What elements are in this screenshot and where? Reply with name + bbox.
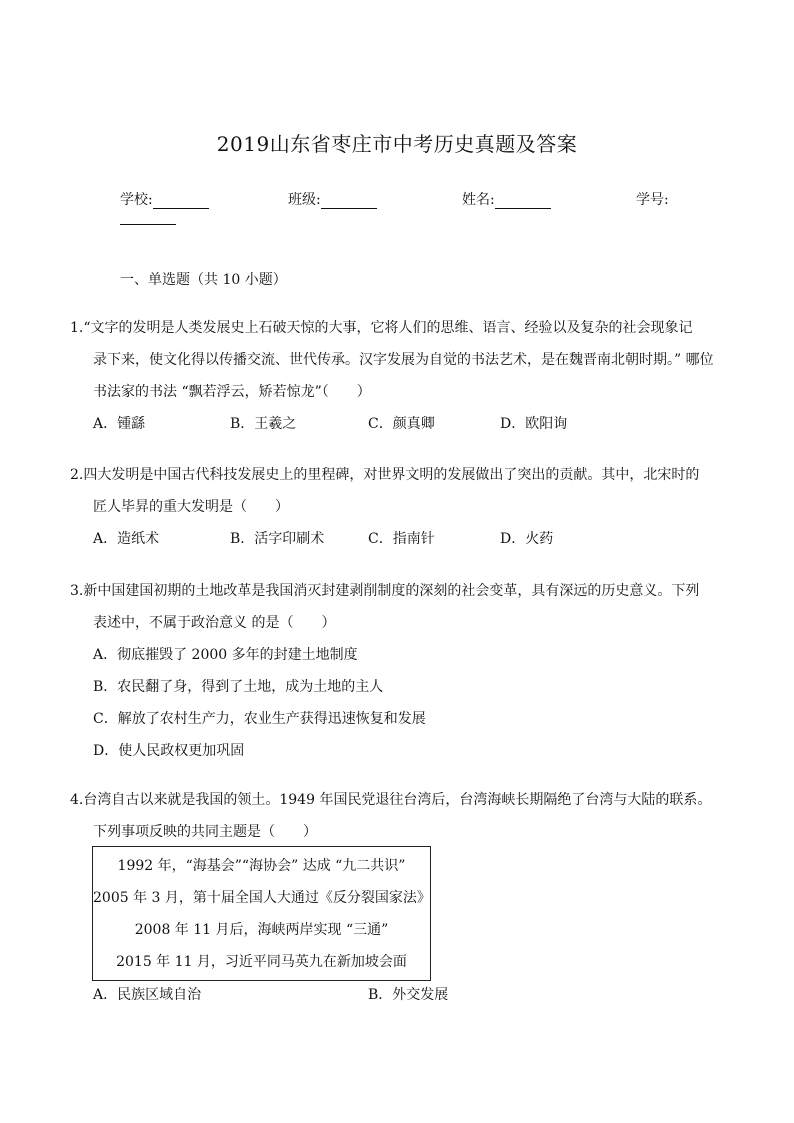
student-id-field: [636, 189, 669, 209]
school-field: [120, 189, 209, 209]
section-heading: 一、单选题（共 10 小题）: [120, 272, 287, 288]
question-number: 4.: [70, 792, 84, 808]
option-d[interactable]: D．使人民政权更加巩固: [93, 743, 245, 759]
question-2: [70, 459, 730, 555]
question-text-line: 书法家的书法 “飘若浮云，矫若惊龙”（ ）: [93, 384, 371, 400]
event-line: 1992 年，“海基会”“海协会” 达成 “九二共识”: [117, 858, 406, 874]
option-b[interactable]: B．活字印刷术: [230, 531, 325, 547]
option-d[interactable]: D．欧阳询: [500, 416, 568, 432]
option-d[interactable]: D．火药: [500, 531, 554, 547]
question-text-line: 下列事项反映的共同主题是（ ）: [93, 824, 317, 840]
event-line: 2015 年 11 月，习近平同马英九在新加坡会面: [116, 954, 407, 970]
option-c[interactable]: C．指南针: [368, 531, 435, 547]
option-c[interactable]: C．解放了农村生产力，农业生产获得迅速恢复和发展: [93, 711, 426, 727]
question-number: 1.: [70, 320, 84, 336]
student-id-blank[interactable]: [120, 208, 176, 225]
options-row: [70, 523, 730, 555]
question-3: [70, 575, 730, 767]
question-4-options: [70, 979, 730, 1011]
option-a[interactable]: A．锺繇: [93, 416, 146, 432]
question-number: 3.: [70, 583, 84, 599]
events-box: [92, 846, 431, 981]
options-row: [70, 408, 730, 440]
option-b[interactable]: B．外交发展: [368, 987, 449, 1003]
student-id-label: 学号:: [636, 192, 669, 208]
options-row: [70, 979, 730, 1011]
question-text-line: 新中国建国初期的土地改革是我国消灭封建剥削制度的深刻的社会变革，具有深远的历史意义。下列: [83, 583, 700, 599]
question-text-line: 录下来，使文化得以传播交流、世代传承。汉字发展为自觉的书法艺术，是在魏晋南北朝时期。” 哪位: [93, 352, 714, 368]
student-id-blank-row: [120, 208, 176, 225]
question-4: [70, 784, 730, 848]
question-text-line: 四大发明是中国古代科技发展史上的里程碑，对世界文明的发展做出了突出的贡献。其中，北宋时的: [83, 467, 700, 483]
question-text-line: 表述中，不属于政治意义 的是（ ）: [93, 615, 336, 631]
question-text-line: “文字的发明是人类发展史上石破天惊的大事，它将人们的思维、语言、经验以及复杂的社会现象记: [83, 320, 693, 336]
question-text-line: 台湾自古以来就是我国的领土。1949 年国民党退往台湾后，台湾海峡长期隔绝了台湾与大陆的联系。: [83, 792, 712, 808]
class-blank[interactable]: [321, 208, 377, 209]
option-a[interactable]: A．造纸术: [93, 531, 160, 547]
class-label: 班级:: [288, 192, 321, 208]
question-number: 2.: [70, 467, 84, 483]
name-blank[interactable]: [495, 208, 551, 209]
option-b[interactable]: B．农民翻了身，得到了土地，成为土地的主人: [93, 679, 384, 695]
page-title: 2019山东省枣庄市中考历史真题及答案: [216, 132, 578, 156]
name-field: [462, 189, 551, 209]
option-a[interactable]: A．彻底摧毁了 2000 多年的封建土地制度: [93, 647, 358, 663]
name-label: 姓名:: [462, 192, 495, 208]
event-line: 2008 年 11 月后，海峡两岸实现 “三通”: [134, 922, 389, 938]
question-1: [70, 312, 730, 440]
option-c[interactable]: C．颜真卿: [368, 416, 435, 432]
option-a[interactable]: A．民族区域自治: [93, 987, 202, 1003]
school-label: 学校:: [120, 192, 153, 208]
option-b[interactable]: B．王羲之: [230, 416, 297, 432]
question-text-line: 匠人毕昇的重大发明是（ ）: [93, 499, 289, 515]
class-field: [288, 189, 377, 209]
event-line: 2005 年 3 月，第十届全国人大通过《反分裂国家法》: [93, 890, 431, 906]
